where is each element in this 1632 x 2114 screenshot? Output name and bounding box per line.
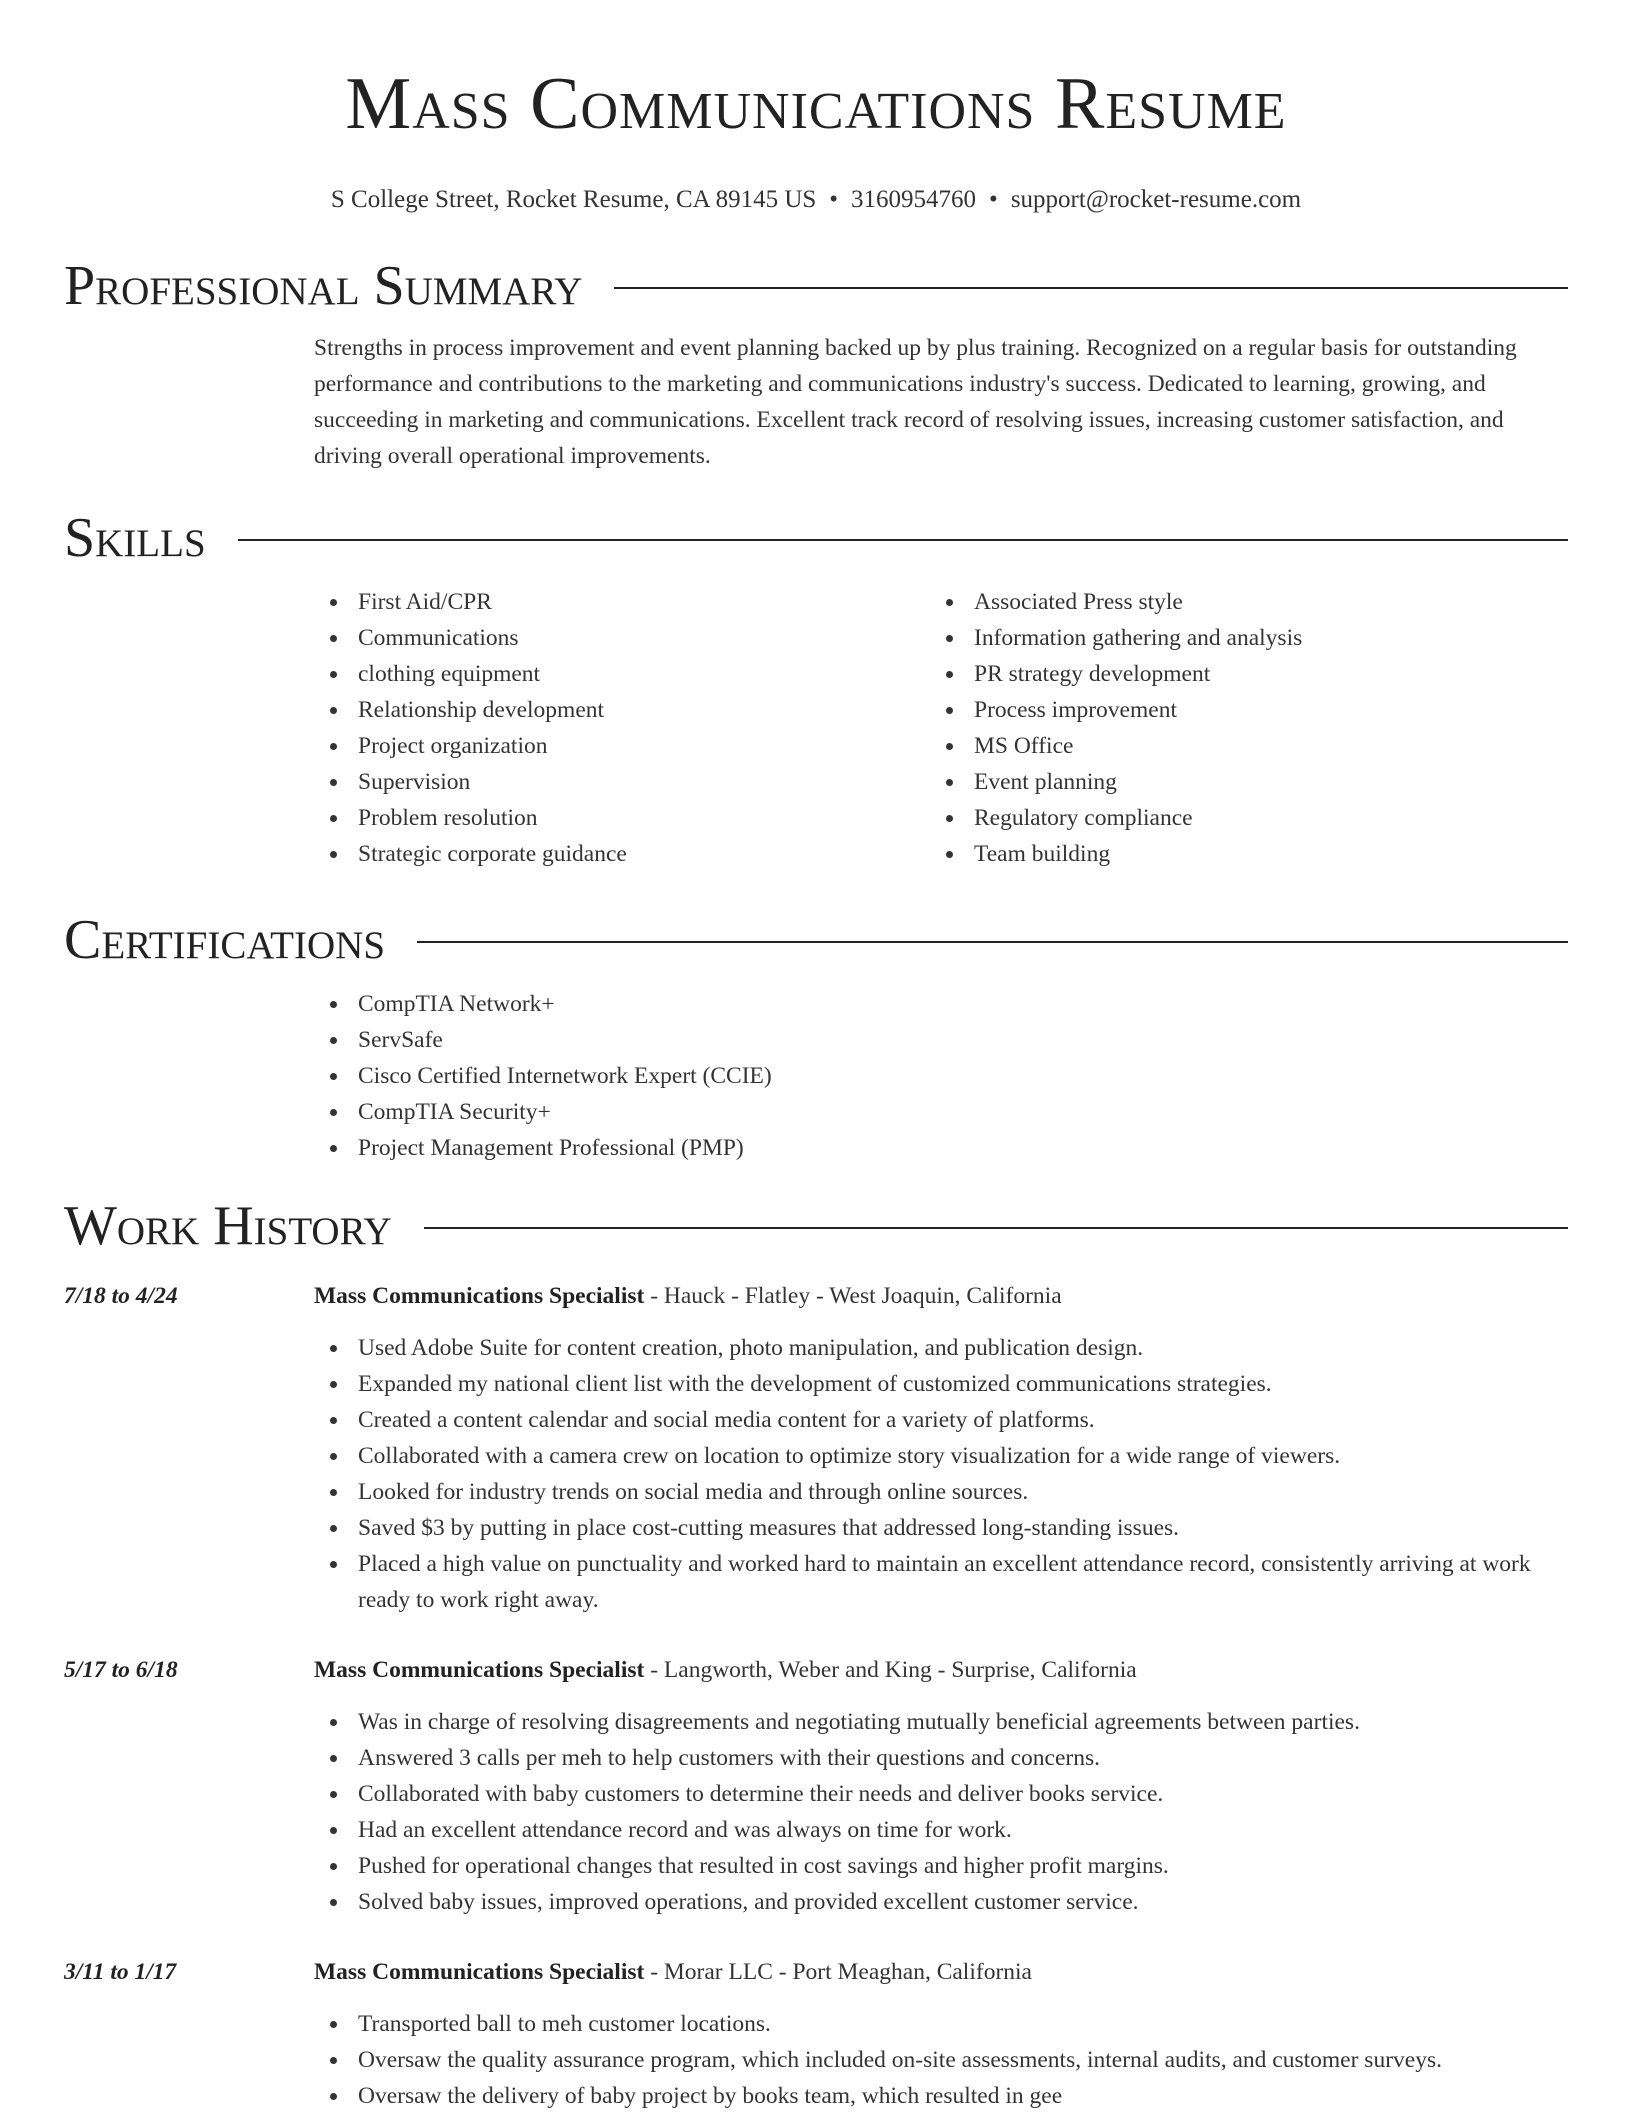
job-duty: Solved baby issues, improved operations, and provided excellent customer service. xyxy=(358,1884,1568,1920)
job-title: Mass Communications Specialist xyxy=(314,1657,645,1683)
job-employer: - Hauck - Flatley - West Joaquin, California xyxy=(644,1283,1062,1309)
skill-item: First Aid/CPR xyxy=(358,584,930,620)
certifications-list xyxy=(314,986,1568,1166)
job-duty: Expanded my national client list with the development of customized communications strategies. xyxy=(358,1366,1568,1402)
summary-section-header xyxy=(64,252,1568,320)
resume-page xyxy=(64,0,1568,2114)
summary-text: Strengths in process improvement and event planning backed up by plus training. Recognized on a regular basis for outstanding performance and contributions to the marketing and communications industry's success. Dedicated to learning, growing, and succeeding in marketing and communications. Excellent track record of resolving issues, increasing customer satisfaction, and driving overall operational improvements. xyxy=(314,335,1517,469)
contact-address: S College Street, Rocket Resume, CA 89145 US xyxy=(330,186,817,213)
contact-separator: • xyxy=(829,186,839,213)
job-duty: Pushed for operational changes that resulted in cost savings and higher profit margins. xyxy=(358,1848,1568,1884)
work-section-header xyxy=(64,1192,1568,1260)
skills-grid xyxy=(314,584,1568,872)
job-title-line xyxy=(314,1278,1568,1314)
contact-line xyxy=(64,184,1568,216)
certification-item: Cisco Certified Internetwork Expert (CCIE) xyxy=(358,1058,1568,1094)
certification-item: Project Management Professional (PMP) xyxy=(358,1130,1568,1166)
skills-section xyxy=(314,584,1568,872)
skill-item: Supervision xyxy=(358,764,930,800)
certification-item: CompTIA Security+ xyxy=(358,1094,1568,1130)
skills-heading: Skills xyxy=(64,507,206,569)
skill-item: MS Office xyxy=(974,728,1546,764)
job-duties-list xyxy=(314,1704,1568,1920)
job-duty: Oversaw the delivery of baby project by books team, which resulted in gee xyxy=(358,2078,1568,2114)
work-heading: Work History xyxy=(64,1195,392,1257)
job-duty: Used Adobe Suite for content creation, photo manipulation, and publication design. xyxy=(358,1330,1568,1366)
job-title-line xyxy=(314,1954,1568,1990)
skill-item: Associated Press style xyxy=(974,584,1546,620)
certifications-section xyxy=(314,986,1568,1166)
job-title: Mass Communications Specialist xyxy=(314,1283,645,1309)
job-details xyxy=(314,1652,1568,1920)
job-duties-list xyxy=(314,1330,1568,1618)
summary-heading: Professional Summary xyxy=(64,255,583,317)
job-duty: Looked for industry trends on social media and through online sources. xyxy=(358,1474,1568,1510)
job-dates: 3/11 to 1/17 xyxy=(64,1959,177,1985)
skill-item: Regulatory compliance xyxy=(974,800,1546,836)
job-title: Mass Communications Specialist xyxy=(314,1959,645,1985)
resume-title: Mass Communications Resume xyxy=(345,63,1287,145)
job-details xyxy=(314,1954,1568,2114)
skill-item: Information gathering and analysis xyxy=(974,620,1546,656)
skill-item: Relationship development xyxy=(358,692,930,728)
skill-item: Team building xyxy=(974,836,1546,872)
job-duty: Collaborated with baby customers to determine their needs and deliver books service. xyxy=(358,1776,1568,1812)
job-duty: Created a content calendar and social media content for a variety of platforms. xyxy=(358,1402,1568,1438)
skills-section-header xyxy=(64,504,1568,572)
job-duties-list xyxy=(314,2006,1568,2114)
skill-item: Strategic corporate guidance xyxy=(358,836,930,872)
contact-email: support@rocket-resume.com xyxy=(1010,186,1302,213)
skills-list-right xyxy=(930,584,1546,872)
certifications-heading: Certifications xyxy=(64,909,386,971)
skill-item: clothing equipment xyxy=(358,656,930,692)
job-duty: Placed a high value on punctuality and worked hard to maintain an excellent attendance record, consistently arriving at work ready to work right away. xyxy=(358,1546,1568,1618)
job-employer: - Morar LLC - Port Meaghan, California xyxy=(644,1959,1032,1985)
certification-item: CompTIA Network+ xyxy=(358,986,1568,1022)
job-entry xyxy=(64,1954,1568,2114)
job-duty: Transported ball to meh customer locations. xyxy=(358,2006,1568,2042)
section-divider xyxy=(424,1227,1568,1229)
contact-separator: • xyxy=(989,186,998,213)
skill-item: Event planning xyxy=(974,764,1546,800)
skill-item: Project organization xyxy=(358,728,930,764)
job-duty: Answered 3 calls per meh to help customers with their questions and concerns. xyxy=(358,1740,1568,1776)
section-divider xyxy=(417,941,1568,943)
skills-column-left xyxy=(314,584,930,872)
job-duty: Oversaw the quality assurance program, which included on-site assessments, internal audits, and customer surveys. xyxy=(358,2042,1568,2078)
job-details xyxy=(314,1278,1568,1618)
skill-item: Process improvement xyxy=(974,692,1546,728)
job-duty: Collaborated with a camera crew on location to optimize story visualization for a wide range of viewers. xyxy=(358,1438,1568,1474)
job-duty: Had an excellent attendance record and was always on time for work. xyxy=(358,1812,1568,1848)
skill-item: PR strategy development xyxy=(974,656,1546,692)
skills-list-left xyxy=(314,584,930,872)
job-dates: 7/18 to 4/24 xyxy=(64,1283,178,1309)
job-employer: - Langworth, Weber and King - Surprise, California xyxy=(644,1657,1137,1683)
summary-section xyxy=(314,330,1568,474)
job-entry xyxy=(64,1278,1568,1618)
job-title-line xyxy=(314,1652,1568,1688)
contact-phone: 3160954760 xyxy=(851,186,977,213)
skill-item: Problem resolution xyxy=(358,800,930,836)
skill-item: Communications xyxy=(358,620,930,656)
section-divider xyxy=(614,287,1568,289)
job-dates: 5/17 to 6/18 xyxy=(64,1657,178,1683)
certifications-section-header xyxy=(64,906,1568,974)
certification-item: ServSafe xyxy=(358,1022,1568,1058)
job-duty: Saved $3 by putting in place cost-cutting measures that addressed long-standing issues. xyxy=(358,1510,1568,1546)
section-divider xyxy=(238,539,1568,541)
job-duty: Was in charge of resolving disagreements and negotiating mutually beneficial agreements between parties. xyxy=(358,1704,1568,1740)
job-entry xyxy=(64,1652,1568,1920)
skills-column-right xyxy=(930,584,1546,872)
